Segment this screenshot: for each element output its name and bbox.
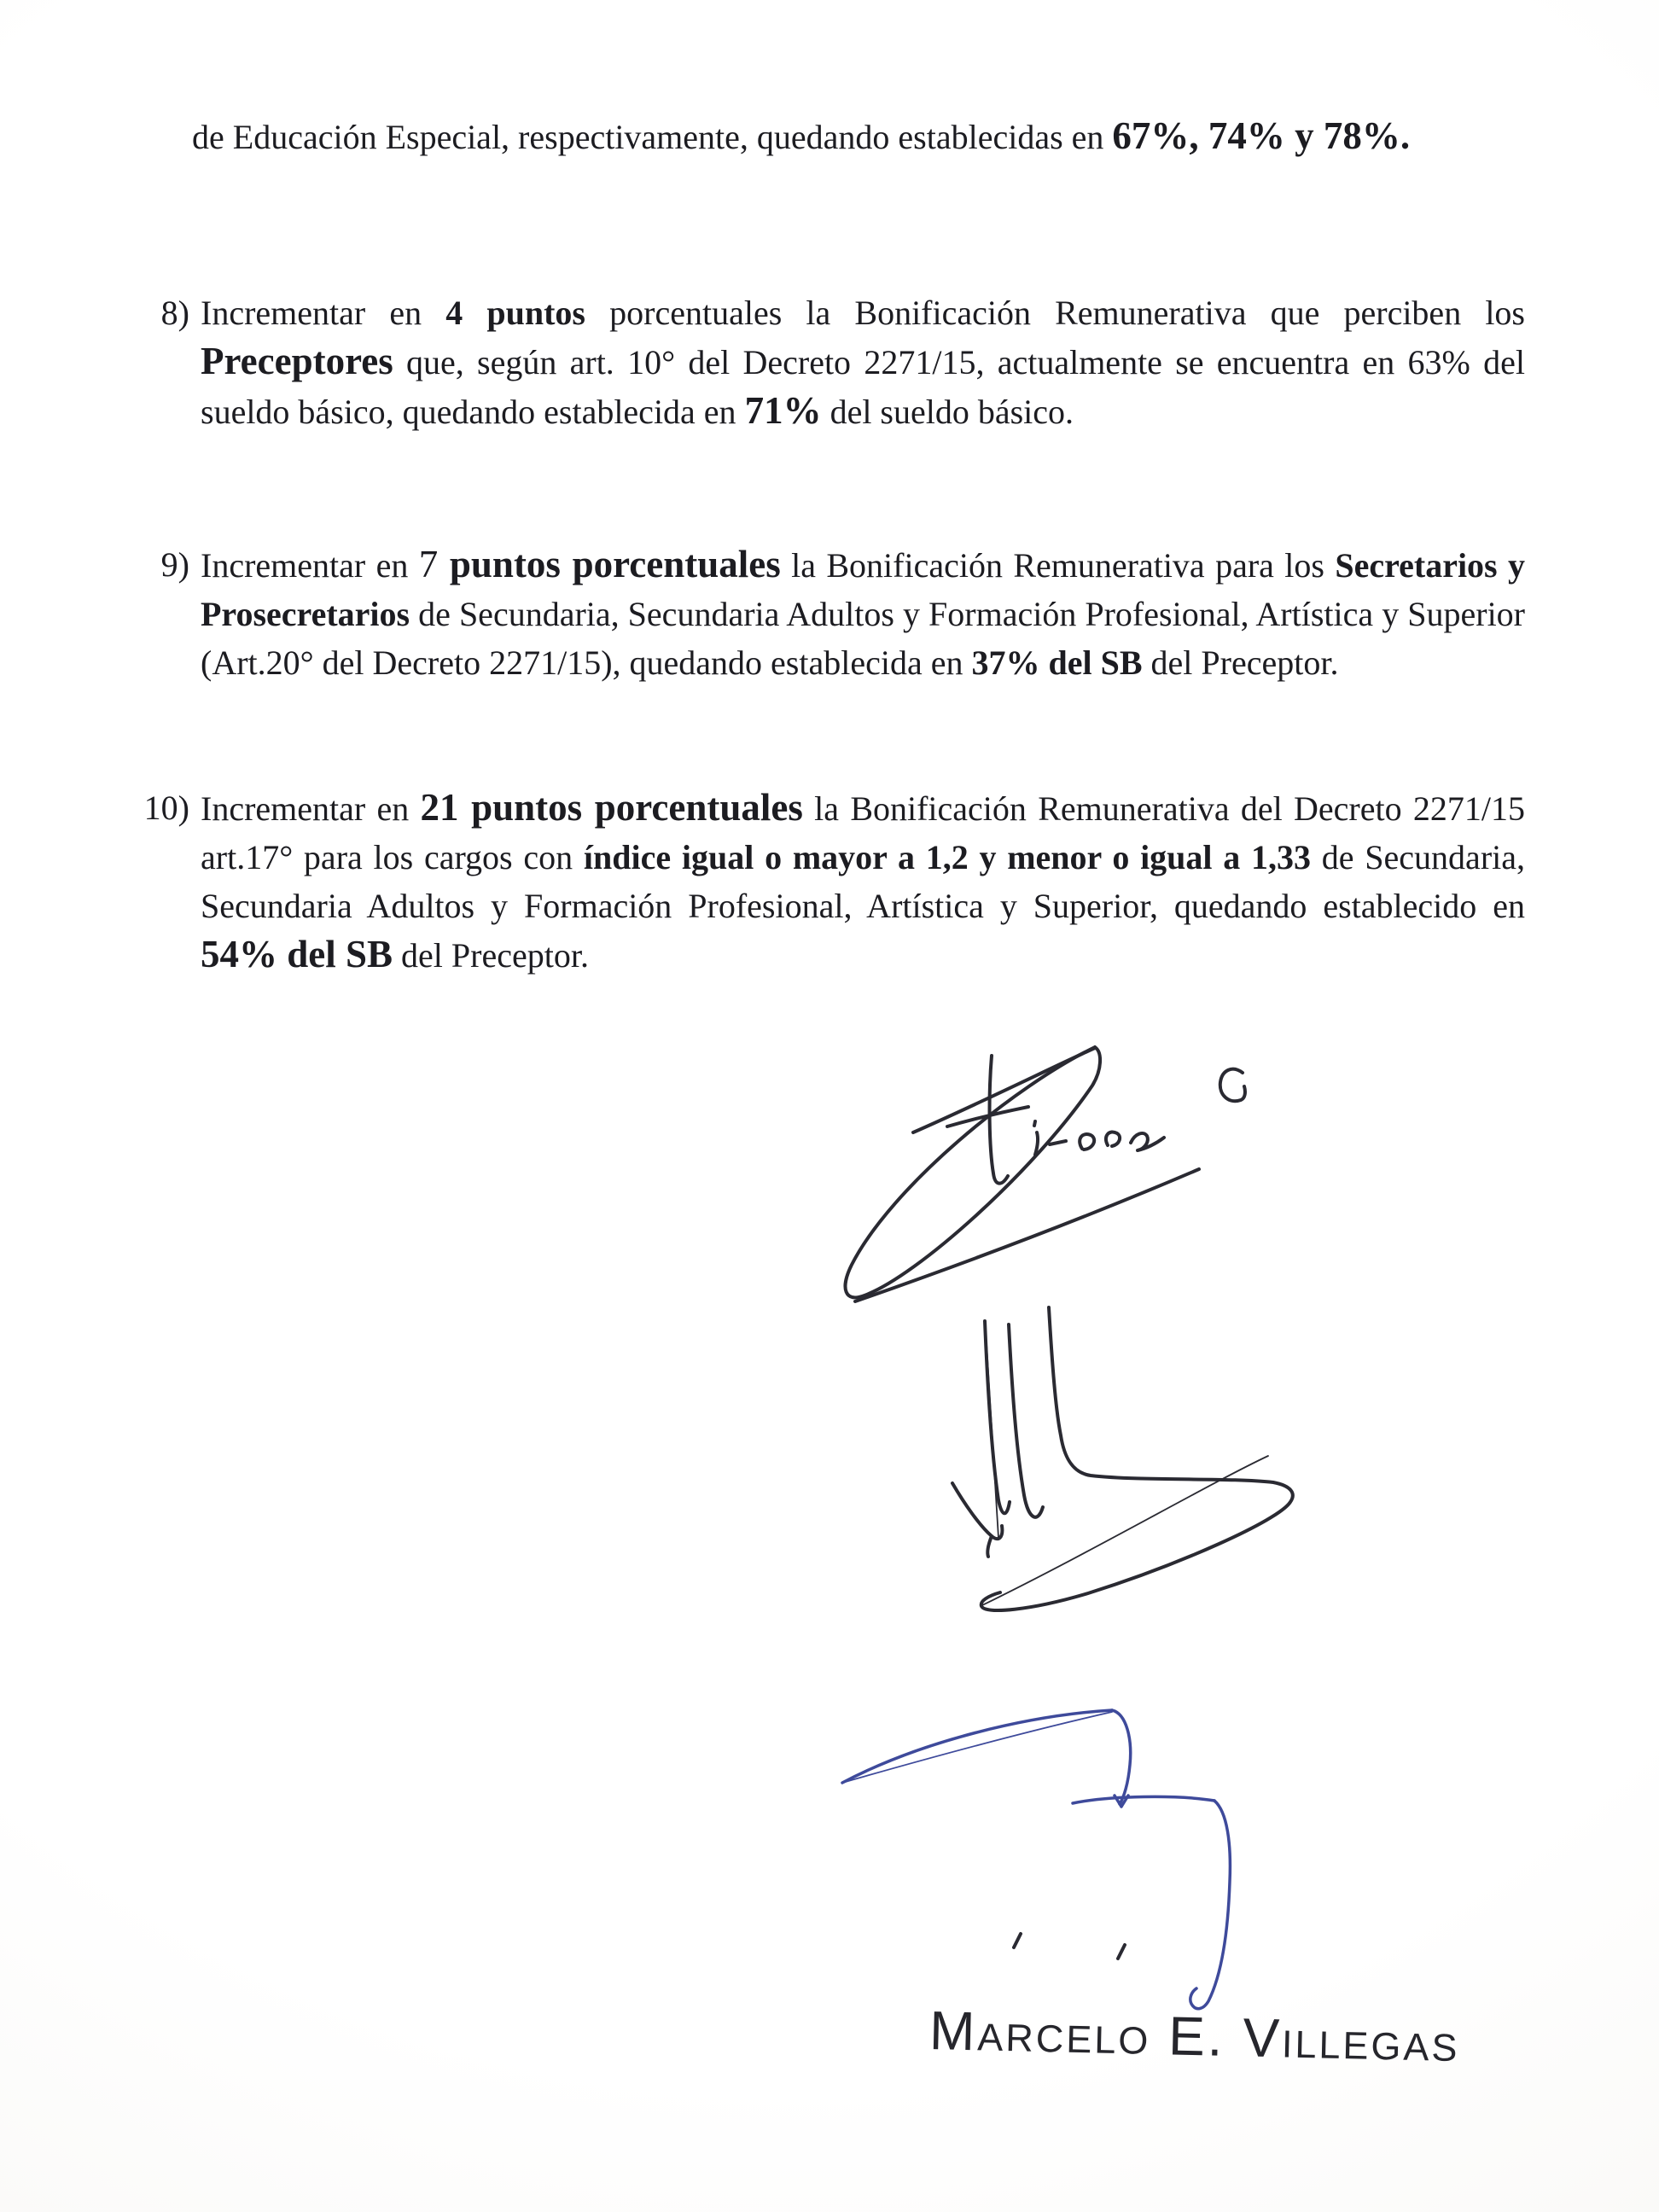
item-10-text	[201, 783, 1534, 980]
text-segment: Preceptores	[201, 340, 393, 382]
item-number: 9)	[160, 545, 189, 584]
text-segment: del Preceptor.	[393, 936, 589, 975]
item-9-text	[201, 540, 1534, 687]
list-item-9	[128, 540, 1534, 687]
pen-tick-marks	[1014, 1934, 1125, 1959]
text-segment: que, según art. 10° del Decreto 2271/15, actualmente se encuentra en 63% del sueldo básico, quedando establecida en	[201, 343, 1534, 431]
signature-middle-black	[896, 1297, 1621, 1664]
text-segment: de Educación Especial, respectivamente, quedando establecidas en	[192, 118, 1113, 156]
list-item-8	[128, 288, 1534, 436]
text-segment: índice igual o mayor a 1,2 y menor o igual a 1,33	[583, 838, 1312, 876]
text-segment: Incrementar en	[201, 789, 421, 828]
text-segment: 4 puntos	[445, 294, 585, 332]
signature-strokes	[842, 1710, 1230, 2009]
intro-paragraph	[192, 112, 1525, 161]
text-segment: puntos porcentuales	[449, 543, 781, 585]
text-segment: 21 puntos porcentuales	[420, 786, 803, 829]
text-segment: del sueldo básico.	[821, 393, 1074, 431]
text-segment: la Bonificación Remunerativa del Decreto 2271/15 art.17° para los cargos con	[201, 789, 1534, 876]
text-segment: porcentuales la Bonificación Remunerativa que perciben los	[585, 294, 1534, 332]
text-segment: 54% del SB	[201, 933, 393, 975]
text-segment: 67%, 74% y 78%.	[1112, 114, 1411, 157]
item-8-text	[201, 288, 1534, 436]
text-segment: 37% del SB	[971, 643, 1143, 682]
text-segment: de Secundaria, Secundaria Adultos y Formación Profesional, Artística y Superior (Art.20° del Decreto 2271/15), quedando establecida en	[201, 595, 1534, 682]
text-segment: la Bonificación Remunerativa para los	[780, 546, 1336, 585]
text-segment: del Preceptor.	[1142, 643, 1339, 682]
text-segment: Incrementar en	[201, 294, 446, 332]
signature-top-black	[811, 1024, 1621, 1323]
text-segment: Incrementar en	[201, 546, 419, 585]
signature-strokes	[846, 1047, 1245, 1301]
text-segment: de Secundaria, Secundaria Adultos y Formación Profesional, Artística y Superior, quedando establecido en	[201, 838, 1534, 925]
text-segment: Secretarios y Prosecretarios	[201, 546, 1534, 633]
signature-strokes	[952, 1307, 1293, 1610]
signature-bottom-blue	[819, 1690, 1545, 2031]
text-segment: 71%	[744, 389, 822, 432]
list-item-10	[128, 783, 1534, 980]
item-number: 10)	[143, 789, 189, 827]
handwritten-name: Marcelo E. Villegas	[928, 1999, 1461, 2074]
text-segment: 7	[418, 543, 450, 585]
item-number: 8)	[160, 294, 189, 332]
